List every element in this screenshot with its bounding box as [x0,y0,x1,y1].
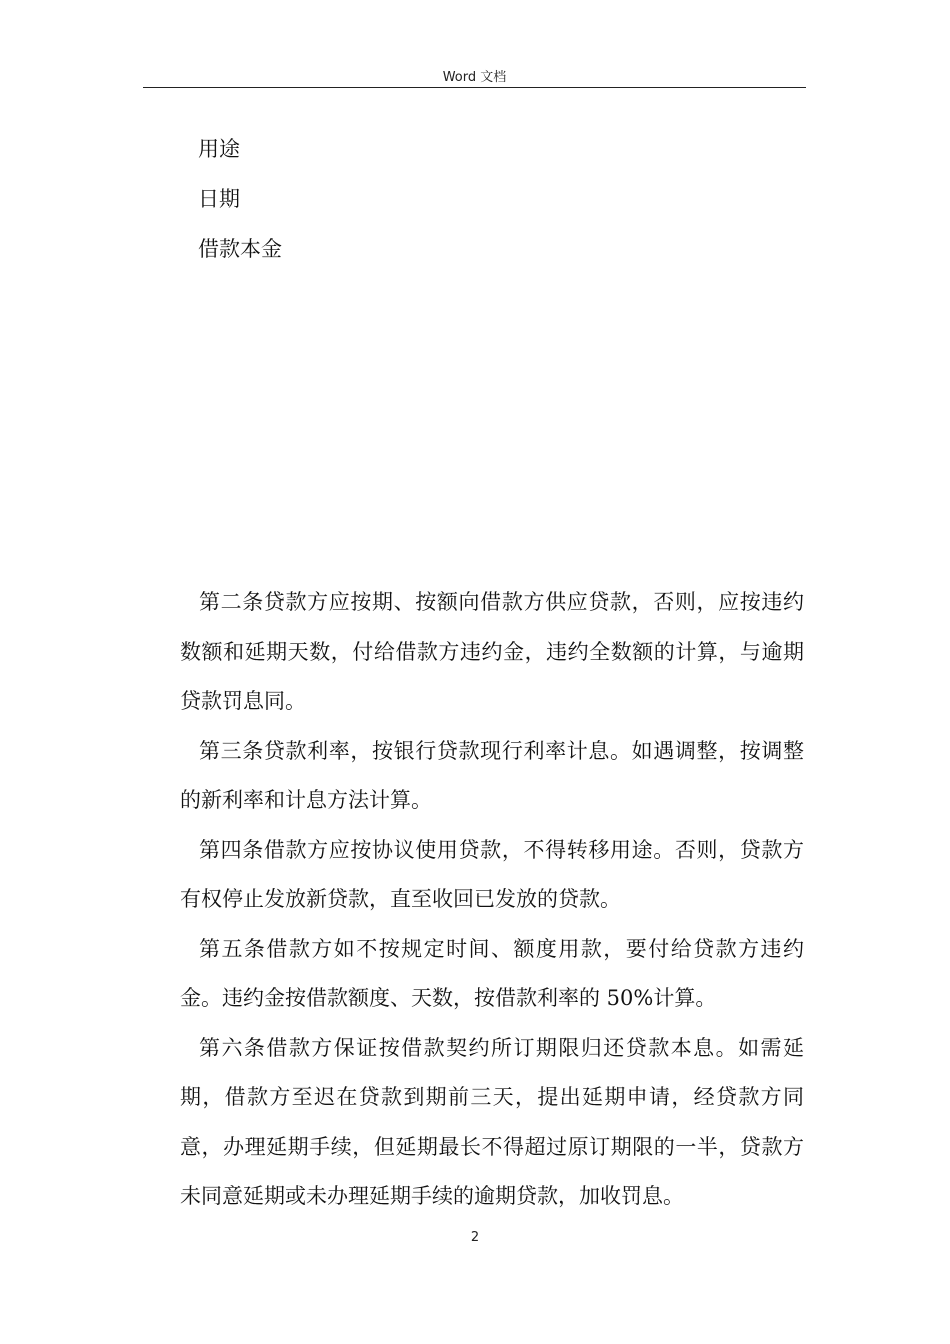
article-3: 第三条贷款利率，按银行贷款现行利率计息。如遇调整，按调整的新利率和计息方法计算。 [180,738,804,812]
article-4: 第四条借款方应按协议使用贷款，不得转移用途。否则，贷款方有权停止发放新贷款，直至收回已发放的贷款。 [180,837,804,911]
page-header: Word 文档 [442,70,507,85]
field-purpose: 用途 [198,137,240,161]
page-number: 2 [470,1230,480,1245]
article-5: 第五条借款方如不按规定时间、额度用款，要付给贷款方违约金。违约金按借款额度、天数，按借款利率的 50%计算。 [180,936,804,1010]
article-6: 第六条借款方保证按借款契约所订期限归还贷款本息。如需延期，借款方至迟在贷款到期前三天，提出延期申请，经贷款方同意，办理延期手续，但延期最长不得超过原订期限的一半，贷款方未同意延期或未办理延期手续的逾期贷款，加收罚息。 [180,1035,804,1208]
field-date: 日期 [198,187,240,211]
contract-articles [180,578,804,1222]
article-2: 第二条贷款方应按期、按额向借款方供应贷款，否则，应按违约数额和延期天数，付给借款方违约金，违约全数额的计算，与逾期贷款罚息同。 [180,590,804,713]
field-principal: 借款本金 [198,237,282,261]
header-divider [143,87,806,88]
loan-fields [198,132,282,282]
